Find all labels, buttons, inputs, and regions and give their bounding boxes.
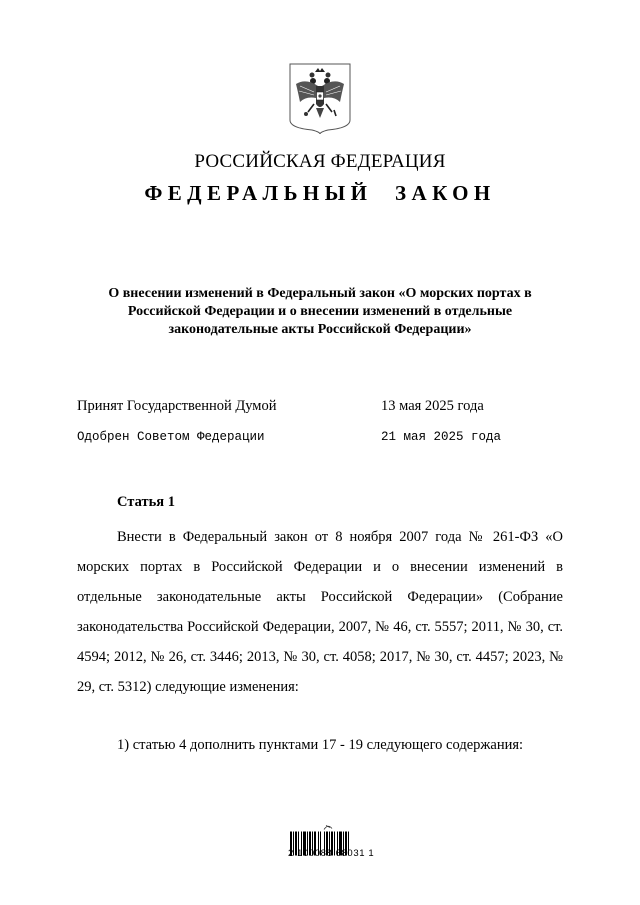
document-type: ФЕДЕРАЛЬНЫЙ ЗАКОН xyxy=(144,181,496,205)
article-paragraph: Внести в Федеральный закон от 8 ноября 2007 года № 261-ФЗ «О морских портах в Российской Федерации и о внесении изменений в отдельные законодательные акты Российской Федерации» (Собрание законодательства Российской Федерации, 2007, № 46, ст. 5557; 2011, № 30, ст. 4594; 2012, № 26, ст. 3446; 2013, № 30, ст. 4058; 2017, № 30, ст. 4457; 2023, № 29, ст. 5312) следующие изменения: xyxy=(77,529,563,695)
law-title: О внесении изменений в Федеральный закон «О морских портах в Российской Федерации и о внесении изменений в отдельные законодательные акты Российской Федерации» xyxy=(108,286,532,337)
adopted-by-duma-label: Принят Государственной Думой xyxy=(77,398,277,414)
article-heading: Статья 1 xyxy=(117,494,175,510)
country-name: РОССИЙСКАЯ ФЕДЕРАЦИЯ xyxy=(194,151,446,172)
article-item: 1) статью 4 дополнить пунктами 17 - 19 следующего содержания: xyxy=(117,737,524,753)
barcode-number: 2 100088 68031 1 xyxy=(288,848,375,859)
approved-by-council-date: 21 мая 2025 года xyxy=(381,430,502,444)
approved-by-council-label: Одобрен Советом Федерации xyxy=(77,430,265,444)
adopted-by-duma-date: 13 мая 2025 года xyxy=(381,398,484,414)
coat-of-arms-icon xyxy=(288,62,352,136)
